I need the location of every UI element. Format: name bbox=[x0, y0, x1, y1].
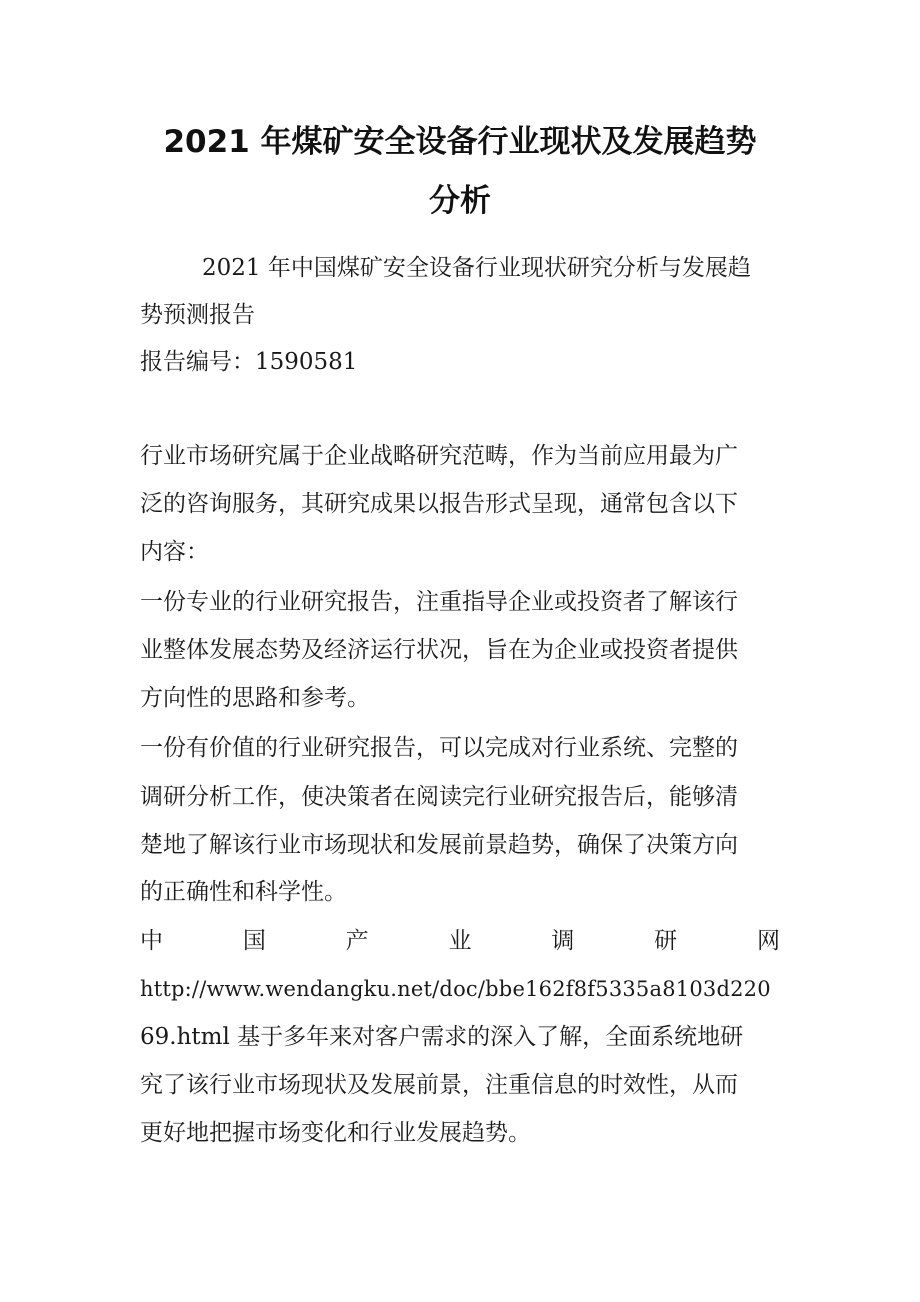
site-description-line: 究了该行业市场现状及发展前景，注重信息的时效性，从而 bbox=[140, 1072, 738, 1098]
site-name-char: 业 bbox=[448, 928, 472, 954]
source-url-line: http://www.wendangku.net/doc/bbe162f8f5335a8103d220 bbox=[140, 977, 771, 1001]
report-name-line-1: 2021 年中国煤矿安全设备行业现状研究分析与发展趋 bbox=[202, 255, 751, 281]
intro-line: 内容： bbox=[140, 539, 209, 565]
document-title-line-1: 2021 年煤矿安全设备行业现状及发展趋势 bbox=[163, 124, 757, 160]
report-name-line-2: 势预测报告 bbox=[140, 302, 255, 328]
report-number: 报告编号：1590581 bbox=[140, 349, 358, 375]
intro-line: 泛的咨询服务，其研究成果以报告形式呈现，通常包含以下 bbox=[140, 491, 738, 517]
point2-line: 调研分析工作，使决策者在阅读完行业研究报告后，能够清 bbox=[140, 784, 738, 810]
point1-line: 业整体发展态势及经济运行状况，旨在为企业或投资者提供 bbox=[140, 637, 738, 663]
site-name-char: 国 bbox=[242, 928, 266, 954]
point1-line: 一份专业的行业研究报告，注重指导企业或投资者了解该行 bbox=[140, 589, 738, 615]
point2-line: 一份有价值的行业研究报告，可以完成对行业系统、完整的 bbox=[140, 735, 738, 761]
point1-line: 方向性的思路和参考。 bbox=[140, 685, 370, 711]
site-name-char: 调 bbox=[551, 928, 575, 954]
site-name-char: 产 bbox=[345, 928, 369, 954]
site-name-line bbox=[140, 925, 780, 957]
site-description-line: 69.html 基于多年来对客户需求的深入了解，全面系统地研 bbox=[140, 1024, 744, 1050]
point2-line: 楚地了解该行业市场现状和发展前景趋势，确保了决策方向 bbox=[140, 832, 738, 858]
site-description-line: 更好地把握市场变化和行业发展趋势。 bbox=[140, 1120, 531, 1146]
intro-line: 行业市场研究属于企业战略研究范畴，作为当前应用最为广 bbox=[140, 443, 738, 469]
document-title-line-2: 分析 bbox=[429, 183, 491, 219]
site-name-char: 研 bbox=[654, 928, 678, 954]
site-name-char: 网 bbox=[756, 928, 780, 954]
site-name-char: 中 bbox=[140, 928, 163, 954]
point2-line: 的正确性和科学性。 bbox=[140, 879, 347, 905]
